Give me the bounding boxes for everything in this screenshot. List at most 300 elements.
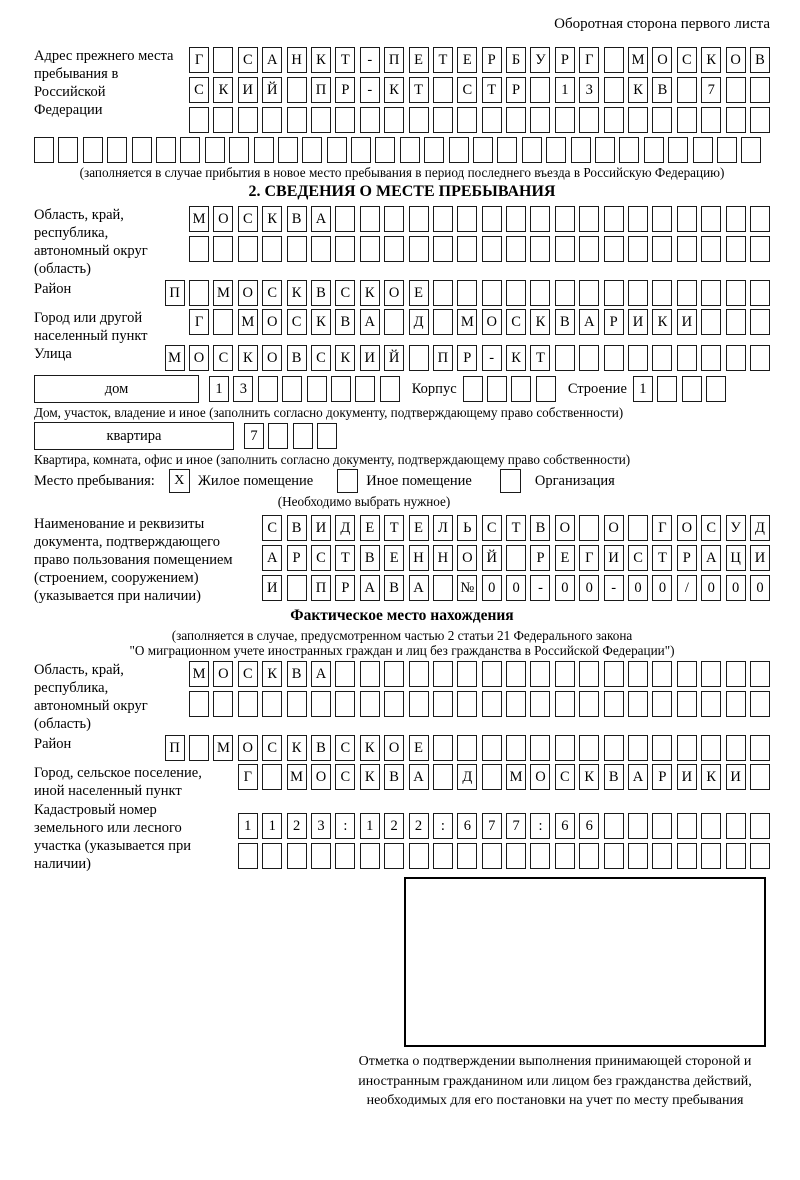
char-cell[interactable] bbox=[604, 206, 624, 232]
char-cell[interactable]: С bbox=[287, 309, 307, 335]
char-cell[interactable]: К bbox=[701, 764, 721, 790]
char-cell[interactable] bbox=[619, 137, 639, 163]
char-cell[interactable] bbox=[213, 236, 233, 262]
char-cell[interactable] bbox=[409, 691, 429, 717]
char-cell[interactable]: 7 bbox=[701, 77, 721, 103]
char-cell[interactable]: М bbox=[213, 735, 233, 761]
char-cell[interactable] bbox=[701, 345, 721, 371]
char-cell[interactable]: 1 bbox=[262, 813, 282, 839]
char-cell[interactable]: К bbox=[530, 309, 550, 335]
char-cell[interactable]: О bbox=[262, 309, 282, 335]
char-cell[interactable] bbox=[287, 236, 307, 262]
char-cell[interactable]: О bbox=[238, 280, 258, 306]
char-cell[interactable] bbox=[693, 137, 713, 163]
char-cell[interactable] bbox=[546, 137, 566, 163]
char-cell[interactable]: П bbox=[165, 280, 185, 306]
char-cell[interactable] bbox=[487, 376, 507, 402]
char-cell[interactable] bbox=[677, 206, 697, 232]
char-cell[interactable]: Е bbox=[409, 280, 429, 306]
char-cell[interactable]: Т bbox=[506, 515, 526, 541]
char-cell[interactable]: Б bbox=[506, 47, 526, 73]
char-cell[interactable] bbox=[311, 236, 331, 262]
char-cell[interactable]: О bbox=[262, 345, 282, 371]
char-cell[interactable] bbox=[750, 735, 770, 761]
char-cell[interactable] bbox=[107, 137, 127, 163]
char-cell[interactable] bbox=[726, 280, 746, 306]
char-cell[interactable]: / bbox=[677, 575, 697, 601]
char-cell[interactable]: К bbox=[360, 764, 380, 790]
char-cell[interactable] bbox=[628, 206, 648, 232]
char-cell[interactable]: К bbox=[262, 661, 282, 687]
char-cell[interactable]: М bbox=[165, 345, 185, 371]
char-cell[interactable] bbox=[287, 575, 307, 601]
char-cell[interactable]: Ц bbox=[726, 545, 746, 571]
char-cell[interactable] bbox=[726, 843, 746, 869]
char-cell[interactable] bbox=[530, 206, 550, 232]
char-cell[interactable]: И bbox=[750, 545, 770, 571]
char-cell[interactable]: - bbox=[360, 77, 380, 103]
char-cell[interactable]: 7 bbox=[482, 813, 502, 839]
char-cell[interactable] bbox=[238, 107, 258, 133]
char-cell[interactable] bbox=[433, 691, 453, 717]
char-cell[interactable] bbox=[644, 137, 664, 163]
char-cell[interactable] bbox=[668, 137, 688, 163]
char-cell[interactable] bbox=[482, 764, 502, 790]
char-cell[interactable] bbox=[726, 77, 746, 103]
char-cell[interactable] bbox=[335, 236, 355, 262]
char-cell[interactable]: 0 bbox=[750, 575, 770, 601]
char-cell[interactable] bbox=[701, 236, 721, 262]
char-cell[interactable]: Р bbox=[604, 309, 624, 335]
char-cell[interactable] bbox=[375, 137, 395, 163]
char-cell[interactable] bbox=[506, 206, 526, 232]
char-cell[interactable] bbox=[750, 309, 770, 335]
char-cell[interactable] bbox=[579, 345, 599, 371]
char-cell[interactable] bbox=[628, 515, 648, 541]
char-cell[interactable] bbox=[628, 107, 648, 133]
char-cell[interactable] bbox=[701, 107, 721, 133]
char-cell[interactable] bbox=[293, 423, 313, 449]
char-cell[interactable] bbox=[677, 843, 697, 869]
char-cell[interactable] bbox=[628, 735, 648, 761]
char-cell[interactable] bbox=[457, 843, 477, 869]
char-cell[interactable]: В bbox=[311, 735, 331, 761]
char-cell[interactable] bbox=[530, 843, 550, 869]
char-cell[interactable] bbox=[750, 77, 770, 103]
char-cell[interactable] bbox=[604, 735, 624, 761]
char-cell[interactable] bbox=[482, 107, 502, 133]
char-cell[interactable] bbox=[595, 137, 615, 163]
char-cell[interactable] bbox=[482, 691, 502, 717]
char-cell[interactable] bbox=[506, 107, 526, 133]
char-cell[interactable] bbox=[433, 77, 453, 103]
char-cell[interactable] bbox=[579, 236, 599, 262]
char-cell[interactable] bbox=[287, 843, 307, 869]
char-cell[interactable] bbox=[604, 661, 624, 687]
char-cell[interactable]: К bbox=[287, 280, 307, 306]
char-cell[interactable]: К bbox=[262, 206, 282, 232]
char-cell[interactable]: С bbox=[701, 515, 721, 541]
char-cell[interactable] bbox=[555, 280, 575, 306]
char-cell[interactable] bbox=[677, 77, 697, 103]
char-cell[interactable]: М bbox=[506, 764, 526, 790]
char-cell[interactable]: К bbox=[335, 345, 355, 371]
char-cell[interactable] bbox=[604, 691, 624, 717]
char-cell[interactable]: А bbox=[262, 47, 282, 73]
char-cell[interactable]: И bbox=[628, 309, 648, 335]
char-cell[interactable] bbox=[311, 691, 331, 717]
char-cell[interactable] bbox=[506, 545, 526, 571]
char-cell[interactable] bbox=[384, 843, 404, 869]
char-cell[interactable]: У bbox=[530, 47, 550, 73]
char-cell[interactable]: К bbox=[287, 735, 307, 761]
char-cell[interactable] bbox=[604, 47, 624, 73]
char-cell[interactable]: М bbox=[628, 47, 648, 73]
char-cell[interactable]: И bbox=[677, 764, 697, 790]
char-cell[interactable]: Р bbox=[335, 575, 355, 601]
char-cell[interactable]: В bbox=[360, 545, 380, 571]
char-cell[interactable]: К bbox=[628, 77, 648, 103]
char-cell[interactable]: 0 bbox=[579, 575, 599, 601]
char-cell[interactable]: И bbox=[238, 77, 258, 103]
char-cell[interactable] bbox=[506, 735, 526, 761]
char-cell[interactable] bbox=[555, 735, 575, 761]
char-cell[interactable]: С bbox=[311, 345, 331, 371]
char-cell[interactable] bbox=[701, 661, 721, 687]
char-cell[interactable]: С bbox=[335, 735, 355, 761]
char-cell[interactable] bbox=[657, 376, 677, 402]
char-cell[interactable] bbox=[302, 137, 322, 163]
char-cell[interactable]: 0 bbox=[628, 575, 648, 601]
char-cell[interactable] bbox=[262, 236, 282, 262]
char-cell[interactable]: Р bbox=[506, 77, 526, 103]
char-cell[interactable]: 6 bbox=[579, 813, 599, 839]
char-cell[interactable]: С bbox=[677, 47, 697, 73]
char-cell[interactable] bbox=[530, 691, 550, 717]
char-cell[interactable] bbox=[360, 206, 380, 232]
char-cell[interactable] bbox=[189, 691, 209, 717]
char-cell[interactable] bbox=[384, 691, 404, 717]
char-cell[interactable] bbox=[213, 107, 233, 133]
char-cell[interactable] bbox=[238, 843, 258, 869]
char-cell[interactable]: Н bbox=[287, 47, 307, 73]
char-cell[interactable]: 1 bbox=[209, 376, 229, 402]
char-cell[interactable]: Г bbox=[189, 47, 209, 73]
char-cell[interactable] bbox=[726, 107, 746, 133]
char-cell[interactable] bbox=[384, 107, 404, 133]
char-cell[interactable]: Р bbox=[482, 47, 502, 73]
char-cell[interactable]: О bbox=[457, 545, 477, 571]
char-cell[interactable]: Н bbox=[433, 545, 453, 571]
char-cell[interactable] bbox=[579, 107, 599, 133]
char-cell[interactable] bbox=[511, 376, 531, 402]
char-cell[interactable] bbox=[536, 376, 556, 402]
char-cell[interactable] bbox=[750, 236, 770, 262]
char-cell[interactable]: О bbox=[677, 515, 697, 541]
char-cell[interactable] bbox=[604, 345, 624, 371]
char-cell[interactable]: Р bbox=[677, 545, 697, 571]
char-cell[interactable]: 2 bbox=[287, 813, 307, 839]
char-cell[interactable]: Г bbox=[238, 764, 258, 790]
char-cell[interactable] bbox=[433, 280, 453, 306]
char-cell[interactable]: К bbox=[238, 345, 258, 371]
char-cell[interactable]: Е bbox=[409, 515, 429, 541]
char-cell[interactable] bbox=[652, 236, 672, 262]
char-cell[interactable] bbox=[278, 137, 298, 163]
char-cell[interactable]: 6 bbox=[457, 813, 477, 839]
char-cell[interactable]: В bbox=[555, 309, 575, 335]
char-cell[interactable] bbox=[701, 691, 721, 717]
char-cell[interactable]: 7 bbox=[244, 423, 264, 449]
char-cell[interactable] bbox=[189, 236, 209, 262]
char-cell[interactable]: А bbox=[311, 206, 331, 232]
char-cell[interactable] bbox=[579, 206, 599, 232]
char-cell[interactable] bbox=[677, 813, 697, 839]
char-cell[interactable] bbox=[360, 843, 380, 869]
char-cell[interactable] bbox=[726, 813, 746, 839]
char-cell[interactable]: С bbox=[238, 661, 258, 687]
char-cell[interactable] bbox=[652, 735, 672, 761]
char-cell[interactable]: В bbox=[604, 764, 624, 790]
char-cell[interactable] bbox=[400, 137, 420, 163]
char-cell[interactable] bbox=[701, 813, 721, 839]
char-cell[interactable] bbox=[457, 735, 477, 761]
char-cell[interactable]: А bbox=[311, 661, 331, 687]
char-cell[interactable]: П bbox=[165, 735, 185, 761]
char-cell[interactable]: - bbox=[530, 575, 550, 601]
char-cell[interactable] bbox=[677, 735, 697, 761]
char-cell[interactable] bbox=[628, 843, 648, 869]
char-cell[interactable] bbox=[262, 107, 282, 133]
residential-checkbox[interactable]: X bbox=[169, 469, 190, 493]
char-cell[interactable] bbox=[360, 236, 380, 262]
char-cell[interactable]: К bbox=[213, 77, 233, 103]
char-cell[interactable]: Д bbox=[457, 764, 477, 790]
char-cell[interactable] bbox=[579, 843, 599, 869]
char-cell[interactable] bbox=[750, 764, 770, 790]
char-cell[interactable]: М bbox=[287, 764, 307, 790]
char-cell[interactable]: П bbox=[311, 575, 331, 601]
char-cell[interactable] bbox=[282, 376, 302, 402]
char-cell[interactable] bbox=[424, 137, 444, 163]
char-cell[interactable]: С bbox=[213, 345, 233, 371]
char-cell[interactable] bbox=[506, 691, 526, 717]
char-cell[interactable]: В bbox=[287, 345, 307, 371]
char-cell[interactable]: В bbox=[287, 515, 307, 541]
char-cell[interactable]: В bbox=[335, 309, 355, 335]
char-cell[interactable]: О bbox=[238, 735, 258, 761]
char-cell[interactable] bbox=[409, 843, 429, 869]
char-cell[interactable] bbox=[335, 206, 355, 232]
char-cell[interactable] bbox=[677, 661, 697, 687]
char-cell[interactable]: М bbox=[189, 661, 209, 687]
char-cell[interactable] bbox=[628, 345, 648, 371]
char-cell[interactable] bbox=[530, 77, 550, 103]
char-cell[interactable] bbox=[726, 236, 746, 262]
char-cell[interactable] bbox=[628, 691, 648, 717]
char-cell[interactable] bbox=[717, 137, 737, 163]
char-cell[interactable]: С bbox=[506, 309, 526, 335]
char-cell[interactable] bbox=[156, 137, 176, 163]
char-cell[interactable] bbox=[457, 691, 477, 717]
char-cell[interactable]: О bbox=[604, 515, 624, 541]
char-cell[interactable] bbox=[262, 843, 282, 869]
char-cell[interactable]: 0 bbox=[555, 575, 575, 601]
char-cell[interactable]: Е bbox=[360, 515, 380, 541]
char-cell[interactable] bbox=[726, 691, 746, 717]
char-cell[interactable] bbox=[652, 661, 672, 687]
char-cell[interactable] bbox=[604, 280, 624, 306]
char-cell[interactable]: Т bbox=[335, 545, 355, 571]
char-cell[interactable] bbox=[83, 137, 103, 163]
char-cell[interactable]: К bbox=[360, 735, 380, 761]
char-cell[interactable] bbox=[555, 843, 575, 869]
char-cell[interactable] bbox=[652, 813, 672, 839]
char-cell[interactable] bbox=[258, 376, 278, 402]
char-cell[interactable] bbox=[433, 236, 453, 262]
char-cell[interactable]: И bbox=[311, 515, 331, 541]
char-cell[interactable] bbox=[433, 735, 453, 761]
char-cell[interactable] bbox=[530, 735, 550, 761]
char-cell[interactable]: : bbox=[433, 813, 453, 839]
char-cell[interactable] bbox=[604, 813, 624, 839]
char-cell[interactable] bbox=[409, 107, 429, 133]
char-cell[interactable] bbox=[482, 735, 502, 761]
char-cell[interactable] bbox=[213, 691, 233, 717]
char-cell[interactable] bbox=[750, 107, 770, 133]
char-cell[interactable]: В bbox=[652, 77, 672, 103]
char-cell[interactable] bbox=[229, 137, 249, 163]
char-cell[interactable] bbox=[380, 376, 400, 402]
other-premises-checkbox[interactable] bbox=[337, 469, 358, 493]
char-cell[interactable] bbox=[750, 843, 770, 869]
char-cell[interactable] bbox=[555, 236, 575, 262]
char-cell[interactable] bbox=[409, 661, 429, 687]
char-cell[interactable]: О bbox=[482, 309, 502, 335]
char-cell[interactable]: О bbox=[213, 661, 233, 687]
char-cell[interactable]: Ь bbox=[457, 515, 477, 541]
char-cell[interactable]: С bbox=[335, 764, 355, 790]
char-cell[interactable] bbox=[311, 107, 331, 133]
char-cell[interactable]: А bbox=[579, 309, 599, 335]
char-cell[interactable] bbox=[726, 309, 746, 335]
char-cell[interactable] bbox=[677, 107, 697, 133]
char-cell[interactable]: Г bbox=[579, 545, 599, 571]
char-cell[interactable] bbox=[433, 107, 453, 133]
char-cell[interactable] bbox=[506, 236, 526, 262]
char-cell[interactable] bbox=[409, 206, 429, 232]
char-cell[interactable]: П bbox=[311, 77, 331, 103]
char-cell[interactable]: 3 bbox=[233, 376, 253, 402]
char-cell[interactable] bbox=[579, 661, 599, 687]
char-cell[interactable]: Т bbox=[433, 47, 453, 73]
char-cell[interactable]: В bbox=[384, 575, 404, 601]
char-cell[interactable]: Й bbox=[384, 345, 404, 371]
char-cell[interactable] bbox=[317, 423, 337, 449]
char-cell[interactable] bbox=[58, 137, 78, 163]
char-cell[interactable]: А bbox=[701, 545, 721, 571]
char-cell[interactable] bbox=[652, 843, 672, 869]
char-cell[interactable] bbox=[287, 691, 307, 717]
char-cell[interactable]: О bbox=[384, 280, 404, 306]
char-cell[interactable] bbox=[750, 206, 770, 232]
char-cell[interactable]: К bbox=[360, 280, 380, 306]
char-cell[interactable] bbox=[180, 137, 200, 163]
char-cell[interactable] bbox=[238, 236, 258, 262]
char-cell[interactable]: С bbox=[311, 545, 331, 571]
char-cell[interactable]: П bbox=[433, 345, 453, 371]
char-cell[interactable]: С bbox=[335, 280, 355, 306]
char-cell[interactable] bbox=[530, 236, 550, 262]
char-cell[interactable]: К bbox=[311, 309, 331, 335]
char-cell[interactable]: - bbox=[360, 47, 380, 73]
char-cell[interactable]: Р bbox=[555, 47, 575, 73]
char-cell[interactable] bbox=[628, 236, 648, 262]
char-cell[interactable]: И bbox=[677, 309, 697, 335]
char-cell[interactable] bbox=[677, 691, 697, 717]
char-cell[interactable]: 0 bbox=[482, 575, 502, 601]
char-cell[interactable] bbox=[701, 843, 721, 869]
char-cell[interactable] bbox=[579, 280, 599, 306]
char-cell[interactable]: О bbox=[213, 206, 233, 232]
char-cell[interactable] bbox=[335, 107, 355, 133]
char-cell[interactable] bbox=[555, 345, 575, 371]
char-cell[interactable] bbox=[331, 376, 351, 402]
char-cell[interactable] bbox=[433, 575, 453, 601]
char-cell[interactable]: Е bbox=[409, 47, 429, 73]
char-cell[interactable]: К bbox=[652, 309, 672, 335]
char-cell[interactable]: Е bbox=[384, 545, 404, 571]
char-cell[interactable] bbox=[571, 137, 591, 163]
char-cell[interactable]: В bbox=[311, 280, 331, 306]
char-cell[interactable] bbox=[726, 206, 746, 232]
char-cell[interactable] bbox=[384, 309, 404, 335]
char-cell[interactable]: № bbox=[457, 575, 477, 601]
char-cell[interactable] bbox=[463, 376, 483, 402]
char-cell[interactable] bbox=[355, 376, 375, 402]
char-cell[interactable]: Е bbox=[457, 47, 477, 73]
char-cell[interactable] bbox=[604, 77, 624, 103]
char-cell[interactable]: Й bbox=[262, 77, 282, 103]
char-cell[interactable]: О bbox=[555, 515, 575, 541]
char-cell[interactable] bbox=[311, 843, 331, 869]
char-cell[interactable] bbox=[457, 206, 477, 232]
char-cell[interactable] bbox=[628, 661, 648, 687]
char-cell[interactable]: А bbox=[409, 764, 429, 790]
char-cell[interactable] bbox=[213, 47, 233, 73]
char-cell[interactable] bbox=[555, 661, 575, 687]
char-cell[interactable] bbox=[254, 137, 274, 163]
char-cell[interactable]: С bbox=[555, 764, 575, 790]
char-cell[interactable]: 3 bbox=[311, 813, 331, 839]
char-cell[interactable] bbox=[327, 137, 347, 163]
char-cell[interactable]: И bbox=[360, 345, 380, 371]
char-cell[interactable]: О bbox=[530, 764, 550, 790]
char-cell[interactable] bbox=[652, 206, 672, 232]
char-cell[interactable]: К bbox=[384, 77, 404, 103]
char-cell[interactable] bbox=[205, 137, 225, 163]
char-cell[interactable]: К bbox=[579, 764, 599, 790]
char-cell[interactable] bbox=[409, 345, 429, 371]
char-cell[interactable] bbox=[433, 843, 453, 869]
char-cell[interactable] bbox=[726, 735, 746, 761]
char-cell[interactable]: Т bbox=[335, 47, 355, 73]
char-cell[interactable] bbox=[604, 843, 624, 869]
char-cell[interactable]: Е bbox=[555, 545, 575, 571]
char-cell[interactable] bbox=[189, 107, 209, 133]
char-cell[interactable]: Т bbox=[409, 77, 429, 103]
char-cell[interactable] bbox=[433, 764, 453, 790]
